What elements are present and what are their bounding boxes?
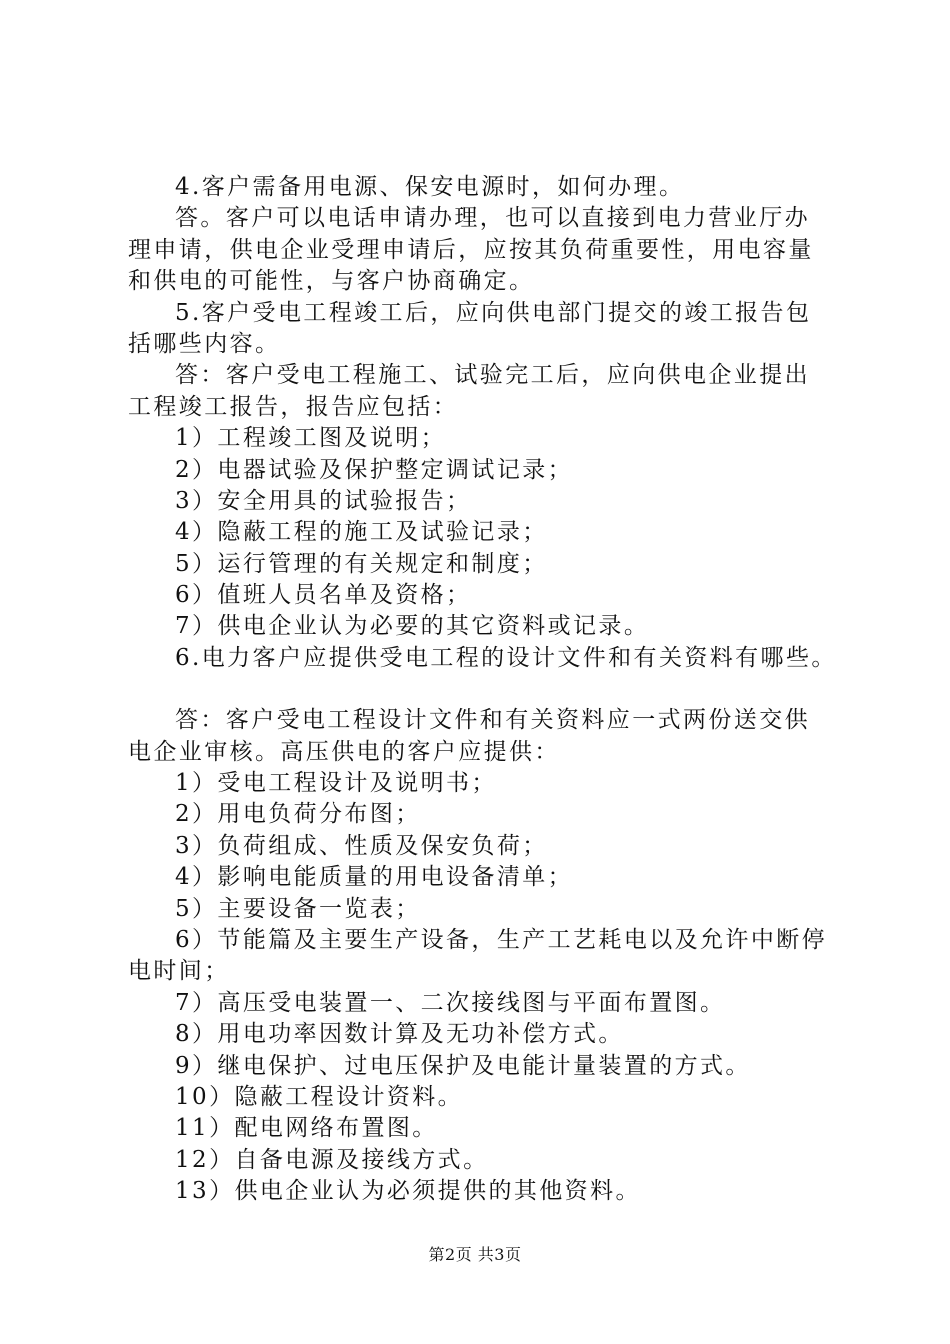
text-line: 电企业审核。高压供电的客户应提供： <box>128 738 560 765</box>
text-line: 4.客户需备用电源、保安电源时，如何办理。 <box>175 174 685 200</box>
text-line: 4）影响电能质量的用电设备清单； <box>175 864 574 891</box>
text-line: 2）用电负荷分布图； <box>175 801 421 828</box>
text-line: 7）高压受电装置一、二次接线图与平面布置图。 <box>175 989 726 1016</box>
text-line: 3）安全用具的试验报告； <box>175 487 472 514</box>
text-line: 7）供电企业认为必要的其它资料或记录。 <box>175 613 650 640</box>
document-body <box>128 172 838 1208</box>
blank-line <box>128 674 838 705</box>
text-line: 9）继电保护、过电压保护及电能计量装置的方式。 <box>175 1052 751 1079</box>
text-line: 括哪些内容。 <box>128 330 281 357</box>
text-line: 8）用电功率因数计算及无功补偿方式。 <box>175 1021 624 1048</box>
text-line: 工程竣工报告，报告应包括： <box>128 393 459 420</box>
text-line: 6）节能篇及主要生产设备，生产工艺耗电以及允许中断停 <box>175 926 828 953</box>
text-line: 5）主要设备一览表； <box>175 895 421 922</box>
page-number: 第2页 共3页 <box>428 1245 522 1264</box>
text-line: 13）供电企业认为必须提供的其他资料。 <box>175 1178 641 1205</box>
text-line: 11）配电网络布置图。 <box>175 1115 438 1142</box>
text-line: 4）隐蔽工程的施工及试验记录； <box>175 519 548 546</box>
text-line: 6.电力客户应提供受电工程的设计文件和有关资料有哪些。 <box>175 644 837 671</box>
text-line: 10）隐蔽工程设计资料。 <box>175 1083 464 1110</box>
text-line: 答：客户受电工程施工、试验完工后，应向供电企业提出 <box>175 362 810 389</box>
text-line: 和供电的可能性，与客户协商确定。 <box>128 268 535 295</box>
text-line: 1）工程竣工图及说明； <box>175 425 447 452</box>
text-line: 5）运行管理的有关规定和制度； <box>175 550 548 577</box>
text-line: 答。客户可以电话申请办理，也可以直接到电力营业厅办 <box>175 205 810 232</box>
text-line: 答：客户受电工程设计文件和有关资料应一式两份送交供 <box>175 707 810 734</box>
text-line: 6）值班人员名单及资格； <box>175 582 472 609</box>
text-line: 12）自备电源及接线方式。 <box>175 1146 489 1173</box>
text-line: 1）受电工程设计及说明书； <box>175 770 497 797</box>
text-line: 电时间； <box>128 958 230 985</box>
text-line: 5.客户受电工程竣工后，应向供电部门提交的竣工报告包 <box>175 299 812 326</box>
text-line: 2）电器试验及保护整定调试记录； <box>175 456 574 483</box>
text-line: 3）负荷组成、性质及保安负荷； <box>175 832 548 859</box>
text-line: 理申请，供电企业受理申请后，应按其负荷重要性，用电容量 <box>128 236 814 263</box>
